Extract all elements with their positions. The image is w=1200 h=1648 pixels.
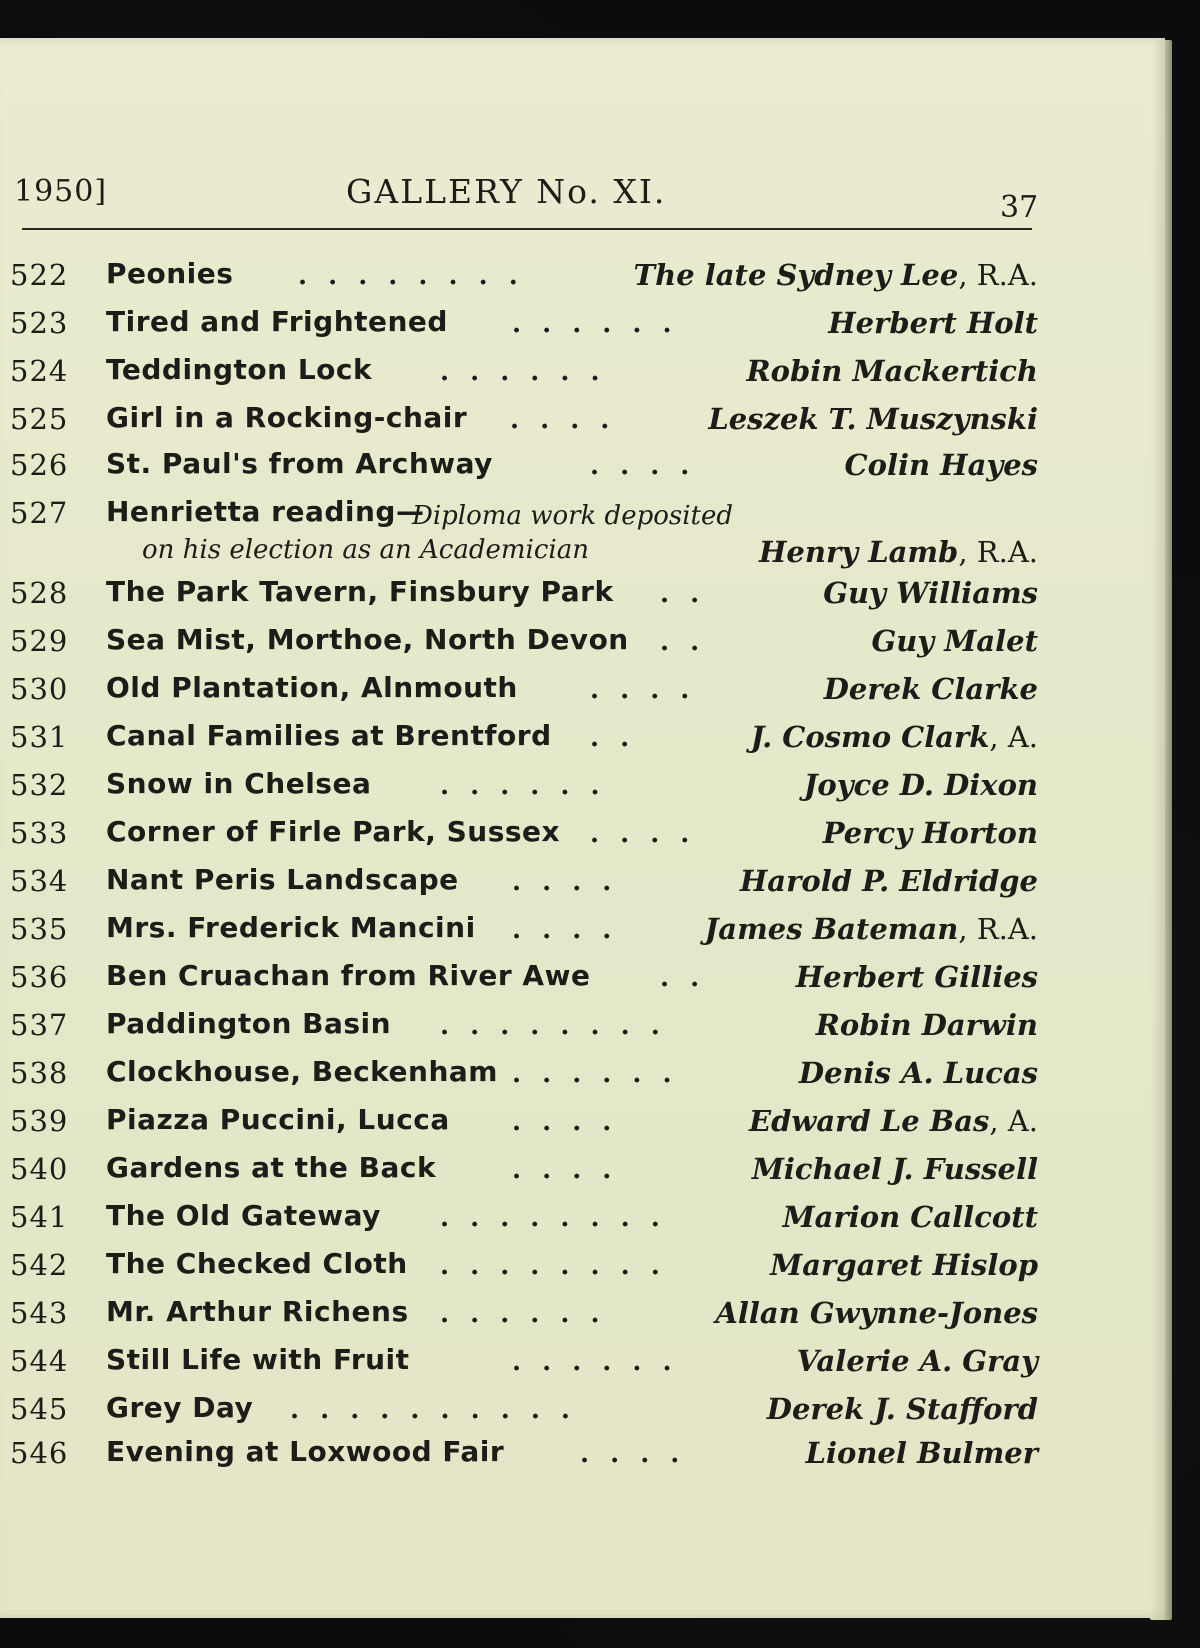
artist-name: [634, 258, 1038, 292]
artist-name-text: Percy Horton: [822, 816, 1038, 850]
artist-suffix: , R.A.: [958, 535, 1038, 569]
catalogue-entry: [0, 399, 1050, 447]
entry-number: 536: [10, 960, 69, 994]
artist-name-text: Harold P. Eldridge: [739, 864, 1038, 898]
artist-name-text: Joyce D. Dixon: [803, 768, 1038, 802]
artist-name-text: Edward Le Bas: [749, 1104, 990, 1138]
entry-number: 546: [10, 1436, 69, 1470]
artist-name-text: Michael J. Fussell: [751, 1152, 1038, 1186]
catalogue-entry: [0, 717, 1050, 765]
artist-name: [796, 960, 1038, 994]
artist-name: [759, 535, 1038, 569]
leader-dots: . . . . . . . .: [440, 1203, 666, 1233]
catalogue-entry: [0, 445, 1050, 493]
catalogue-entry: [0, 1197, 1050, 1245]
leader-dots: . . . . . .: [440, 357, 606, 387]
work-title: St. Paul's from Archway: [106, 447, 493, 480]
entry-number: 545: [10, 1392, 69, 1426]
artist-name-text: Denis A. Lucas: [798, 1056, 1038, 1090]
leader-dots: . . . .: [512, 1155, 618, 1185]
artist-name-text: Marion Callcott: [782, 1200, 1038, 1234]
artist-name: [824, 672, 1038, 706]
artist-name: [708, 402, 1038, 436]
artist-suffix: , A.: [989, 720, 1038, 754]
catalogue-entry: [0, 621, 1050, 669]
artist-suffix: , A.: [989, 1104, 1038, 1138]
artist-name: [705, 912, 1038, 946]
artist-name-text: Robin Mackertich: [746, 354, 1038, 388]
entry-number: 524: [10, 354, 69, 388]
artist-name: [767, 1392, 1038, 1426]
work-title: The Park Tavern, Finsbury Park: [106, 575, 614, 608]
artist-name: [740, 864, 1038, 898]
entry-number: 543: [10, 1296, 69, 1330]
work-title: Mrs. Frederick Mancini: [106, 911, 476, 944]
artist-name-text: Colin Hayes: [844, 448, 1038, 482]
catalogue-entry: [0, 351, 1050, 399]
leader-dots: . . . . . . . .: [440, 1251, 666, 1281]
leader-dots: . . . .: [590, 451, 696, 481]
artist-name: [871, 624, 1038, 658]
entry-number: 537: [10, 1008, 69, 1042]
work-title: The Checked Cloth: [106, 1247, 408, 1280]
leader-dots: . .: [660, 963, 706, 993]
artist-name-text: Guy Malet: [871, 624, 1038, 658]
artist-name-text: Henry Lamb: [759, 535, 959, 569]
artist-name: [747, 354, 1038, 388]
work-title: Mr. Arthur Richens: [106, 1295, 409, 1328]
entry-number: 541: [10, 1200, 69, 1234]
artist-name-text: J. Cosmo Clark: [750, 720, 990, 754]
entry-number: 532: [10, 768, 69, 802]
work-title: The Old Gateway: [106, 1199, 381, 1232]
catalogue-entry: [0, 1389, 1050, 1437]
artist-name: [799, 1056, 1038, 1090]
catalogue-entry: [0, 669, 1050, 717]
artist-name-text: Derek J. Stafford: [766, 1392, 1038, 1426]
leader-dots: . . . . . . . .: [440, 1011, 666, 1041]
catalogue-entry: [0, 493, 1050, 569]
catalogue-entry: [0, 765, 1050, 813]
leader-dots: . . . .: [510, 405, 616, 435]
artist-name: [828, 306, 1038, 340]
work-title: Sea Mist, Morthoe, North Devon: [106, 623, 629, 656]
artist-name: [816, 1008, 1038, 1042]
work-title: Henrietta reading—: [106, 495, 425, 528]
page-header: [10, 134, 1040, 224]
catalogue-entry: [0, 1433, 1050, 1481]
artist-name: [804, 768, 1038, 802]
leader-dots: . .: [660, 579, 706, 609]
artist-name: [806, 1436, 1038, 1470]
entry-number: 522: [10, 258, 69, 292]
entry-number: 529: [10, 624, 69, 658]
artist-name-text: Herbert Holt: [828, 306, 1038, 340]
entry-number: 539: [10, 1104, 69, 1138]
catalogue-entry: [0, 1101, 1050, 1149]
work-title: Girl in a Rocking-chair: [106, 401, 468, 434]
leader-dots: . . . . . . . . . .: [290, 1395, 576, 1425]
diploma-note-line2: on his election as an Academician: [142, 535, 589, 565]
artist-suffix: , R.A.: [958, 912, 1038, 946]
entry-number: 544: [10, 1344, 69, 1378]
leader-dots: . . . .: [580, 1439, 686, 1469]
artist-name-text: Leszek T. Muszynski: [708, 402, 1038, 436]
work-title: Evening at Loxwood Fair: [106, 1435, 505, 1468]
catalogue-entry: [0, 957, 1050, 1005]
leader-dots: . . . .: [512, 867, 618, 897]
catalogue-entry: [0, 573, 1050, 621]
artist-name-text: Robin Darwin: [815, 1008, 1038, 1042]
work-title: Snow in Chelsea: [106, 767, 372, 800]
artist-name-text: Derek Clarke: [823, 672, 1038, 706]
catalogue-entry: [0, 813, 1050, 861]
catalogue-entry: [0, 1005, 1050, 1053]
leader-dots: . . . . . .: [440, 771, 606, 801]
leader-dots: . . . .: [512, 915, 618, 945]
work-title: Grey Day: [106, 1391, 254, 1424]
entry-number: 540: [10, 1152, 69, 1186]
work-title: Still Life with Fruit: [106, 1343, 410, 1376]
artist-name-text: Margaret Hislop: [770, 1248, 1038, 1282]
artist-name-text: Guy Williams: [823, 576, 1038, 610]
catalogue-entry: [0, 1245, 1050, 1293]
entry-number: 538: [10, 1056, 69, 1090]
work-title: Tired and Frightened: [106, 305, 448, 338]
artist-name-text: Allan Gwynne-Jones: [715, 1296, 1038, 1330]
artist-name: [715, 1296, 1038, 1330]
catalogue-entry: [0, 909, 1050, 957]
leader-dots: . .: [660, 627, 706, 657]
artist-name: [845, 448, 1038, 482]
entry-number: 535: [10, 912, 69, 946]
catalogue-entry: [0, 1149, 1050, 1197]
work-title: Nant Peris Landscape: [106, 863, 459, 896]
artist-name: [752, 1152, 1038, 1186]
catalogue-entry: [0, 255, 1050, 303]
leader-dots: . . . .: [590, 675, 696, 705]
artist-suffix: , R.A.: [958, 258, 1038, 292]
leader-dots: . . . . . . . .: [298, 261, 524, 291]
catalogue-entry: [0, 861, 1050, 909]
entry-number: 530: [10, 672, 69, 706]
page-number: 37: [1000, 190, 1039, 225]
artist-name: [751, 720, 1038, 754]
artist-name: [770, 1248, 1038, 1282]
artist-name: [749, 1104, 1038, 1138]
catalogue-entry: [0, 1341, 1050, 1389]
entry-number: 525: [10, 402, 69, 436]
work-title: Canal Families at Brentford: [106, 719, 552, 752]
artist-name: [823, 816, 1038, 850]
entry-number: 534: [10, 864, 69, 898]
work-title: Piazza Puccini, Lucca: [106, 1103, 450, 1136]
leader-dots: . .: [590, 723, 636, 753]
entry-number: 533: [10, 816, 69, 850]
artist-name-text: Valerie A. Gray: [796, 1344, 1038, 1378]
leader-dots: . . . . . .: [440, 1299, 606, 1329]
leader-dots: . . . .: [590, 819, 696, 849]
entry-number: 527: [10, 496, 69, 530]
artist-name-text: The late Sydney Lee: [633, 258, 959, 292]
leader-dots: . . . .: [512, 1107, 618, 1137]
artist-name: [797, 1344, 1038, 1378]
work-title: Teddington Lock: [106, 353, 373, 386]
work-title: Clockhouse, Beckenham: [106, 1055, 498, 1088]
entry-number: 542: [10, 1248, 69, 1282]
work-title: Old Plantation, Alnmouth: [106, 671, 518, 704]
catalogue-entry: [0, 1293, 1050, 1341]
work-title: Peonies: [106, 257, 234, 290]
work-title: Paddington Basin: [106, 1007, 392, 1040]
artist-name-text: James Bateman: [704, 912, 959, 946]
work-title: Corner of Firle Park, Sussex: [106, 815, 561, 848]
artist-name: [823, 576, 1038, 610]
leader-dots: . . . . . .: [512, 1059, 678, 1089]
leader-dots: . . . . . .: [512, 1347, 678, 1377]
entry-number: 531: [10, 720, 69, 754]
entry-number: 526: [10, 448, 69, 482]
catalogue-entry: [0, 1053, 1050, 1101]
work-title: Gardens at the Back: [106, 1151, 437, 1184]
header-rule: [22, 228, 1032, 230]
diploma-note-line1: Diploma work deposited: [412, 501, 734, 531]
catalogue-entry: [0, 303, 1050, 351]
entry-number: 528: [10, 576, 69, 610]
entry-number: 523: [10, 306, 69, 340]
artist-name-text: Lionel Bulmer: [805, 1436, 1038, 1470]
header-year: 1950]: [14, 174, 108, 209]
artist-name: [783, 1200, 1038, 1234]
work-title: Ben Cruachan from River Awe: [106, 959, 591, 992]
artist-name-text: Herbert Gillies: [795, 960, 1038, 994]
gallery-title: GALLERY No. XI.: [346, 172, 667, 211]
leader-dots: . . . . . .: [512, 309, 678, 339]
